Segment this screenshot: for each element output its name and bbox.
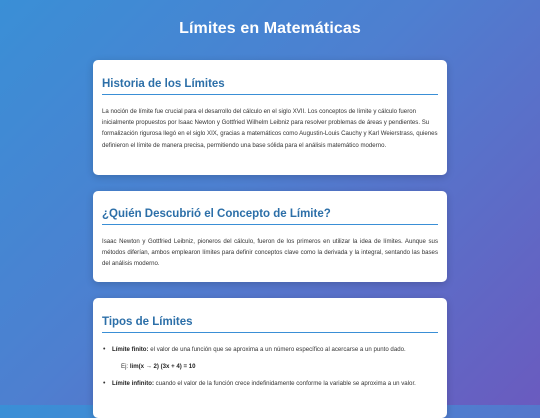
history-heading: Historia de los Límites: [102, 78, 438, 95]
bullet-icon: •: [103, 380, 106, 388]
list-item-term: Límite finito:: [112, 346, 149, 353]
history-card: [93, 60, 447, 175]
discoverer-heading: ¿Quién Descubrió el Concepto de Límite?: [102, 208, 438, 225]
types-card: [93, 298, 447, 418]
list-item-desc: cuando el valor de la función crece indefinidamente conforme la variable se aproxima a un valor.: [153, 380, 416, 388]
history-text: La noción de límite fue crucial para el desarrollo del cálculo en el siglo XVII. Los conceptos de límite y cálculo fueron inicialmente propuestos por Isaac Newton y Gottfried Wilhelm Leibniz para resolver problemas de áreas y pendientes. Su formalización rigurosa llegó en el siglo XIX, gracias a matemáticos como Augustin-Louis Cauchy y Karl Weierstrass, quienes definieron el límite de manera precisa, permitiendo una base sólida para el análisis matemático moderno.: [102, 108, 438, 149]
example-formula: lim(x → 2) (3x + 4) = 10: [129, 363, 196, 371]
list-item: [103, 378, 438, 389]
discoverer-card: [93, 191, 447, 282]
types-heading: Tipos de Límites: [102, 316, 438, 333]
page-title: Límites en Matemáticas: [179, 20, 361, 37]
example-line: [112, 361, 438, 372]
bullet-icon: •: [103, 346, 106, 353]
types-list: [102, 344, 438, 390]
list-item-desc: el valor de una función que se aproxima a un número específico al acercarse a un punto dado.: [148, 346, 406, 353]
discoverer-text: Isaac Newton y Gottfried Leibniz, pioneros del cálculo, fueron de los primeros en utilizar la idea de límites. Aunque sus métodos diferían, ambos emplearon límites para definir conceptos clave como la derivada y la integral, sentando las bases del análisis moderno.: [102, 238, 438, 268]
list-item-term: Límite infinito:: [112, 380, 154, 388]
list-item: [103, 344, 438, 372]
example-prefix: Ej:: [121, 363, 130, 371]
